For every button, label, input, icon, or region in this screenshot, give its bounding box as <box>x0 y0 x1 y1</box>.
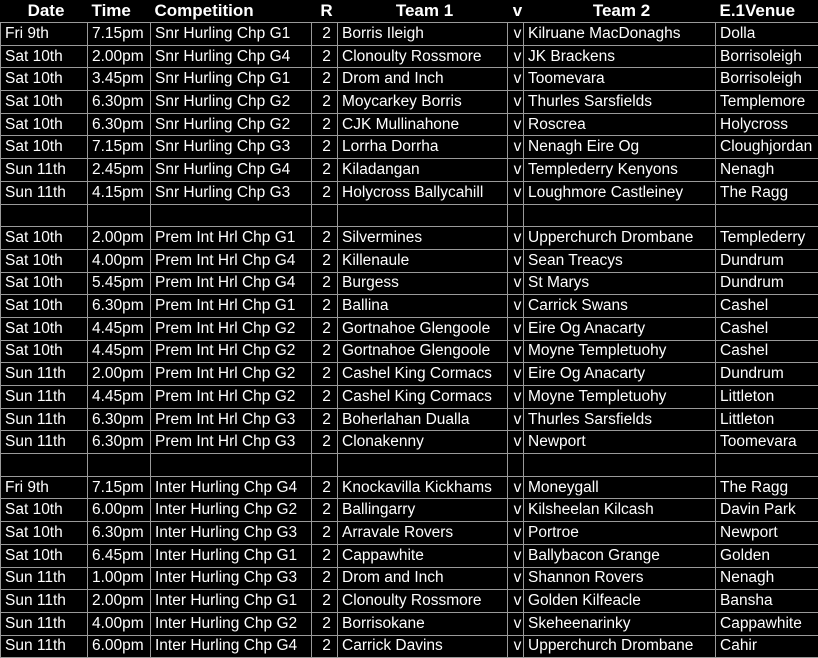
header-venue-label: Venue <box>745 1 795 20</box>
cell-team1: Lorrha Dorrha <box>338 136 508 159</box>
cell-competition: Inter Hurling Chp G3 <box>151 522 312 545</box>
fixture-row <box>1 68 818 91</box>
cell-time: 6.00pm <box>88 499 151 522</box>
cell-team1: Killenaule <box>338 249 508 272</box>
cell-vs: v <box>508 317 524 340</box>
fixture-row <box>1 317 818 340</box>
cell-date: Sun 11th <box>1 567 88 590</box>
cell-date: Sat 10th <box>1 249 88 272</box>
cell-round: 2 <box>312 612 338 635</box>
cell-round: 2 <box>312 68 338 91</box>
cell-date: Sun 11th <box>1 590 88 613</box>
spacer-cell <box>312 204 338 227</box>
cell-team1: Kiladangan <box>338 159 508 182</box>
cell-vs: v <box>508 91 524 114</box>
fixture-row <box>1 363 818 386</box>
fixture-row <box>1 635 818 658</box>
cell-competition: Prem Int Hrl Chp G4 <box>151 272 312 295</box>
cell-team1: Arravale Rovers <box>338 522 508 545</box>
cell-vs: v <box>508 181 524 204</box>
section-spacer-row <box>1 454 818 477</box>
cell-venue: Nenagh <box>716 567 818 590</box>
cell-venue: Nenagh <box>716 159 818 182</box>
cell-team2: Loughmore Castleiney <box>524 181 716 204</box>
cell-competition: Prem Int Hrl Chp G2 <box>151 317 312 340</box>
fixture-row <box>1 340 818 363</box>
cell-time: 1.00pm <box>88 567 151 590</box>
fixture-row <box>1 544 818 567</box>
cell-competition: Prem Int Hrl Chp G4 <box>151 249 312 272</box>
cell-team2: Upperchurch Drombane <box>524 227 716 250</box>
header-extra: E.1 <box>720 1 746 20</box>
cell-venue: Cashel <box>716 317 818 340</box>
cell-vs: v <box>508 227 524 250</box>
cell-venue: Cashel <box>716 340 818 363</box>
cell-time: 6.00pm <box>88 635 151 658</box>
header-time: Time <box>88 0 151 23</box>
cell-team2: Ballybacon Grange <box>524 544 716 567</box>
cell-date: Sun 11th <box>1 635 88 658</box>
cell-venue: Holycross <box>716 113 818 136</box>
cell-team2: Golden Kilfeacle <box>524 590 716 613</box>
cell-vs: v <box>508 68 524 91</box>
spacer-cell <box>508 454 524 477</box>
cell-round: 2 <box>312 340 338 363</box>
spacer-cell <box>716 454 818 477</box>
spacer-cell <box>151 454 312 477</box>
cell-team1: Boherlahan Dualla <box>338 408 508 431</box>
fixture-row <box>1 295 818 318</box>
cell-time: 4.00pm <box>88 249 151 272</box>
cell-date: Sat 10th <box>1 295 88 318</box>
cell-date: Sun 11th <box>1 386 88 409</box>
cell-vs: v <box>508 431 524 454</box>
spacer-cell <box>338 454 508 477</box>
fixtures-body <box>1 23 818 658</box>
cell-vs: v <box>508 567 524 590</box>
fixture-row <box>1 567 818 590</box>
cell-team2: Eire Og Anacarty <box>524 363 716 386</box>
cell-round: 2 <box>312 544 338 567</box>
cell-competition: Prem Int Hrl Chp G2 <box>151 363 312 386</box>
cell-team1: Drom and Inch <box>338 68 508 91</box>
cell-competition: Prem Int Hrl Chp G2 <box>151 386 312 409</box>
cell-venue: Cloughjordan <box>716 136 818 159</box>
fixture-row <box>1 23 818 46</box>
cell-venue: Templemore <box>716 91 818 114</box>
fixture-row <box>1 590 818 613</box>
cell-vs: v <box>508 476 524 499</box>
spacer-cell <box>151 204 312 227</box>
cell-date: Sat 10th <box>1 499 88 522</box>
cell-competition: Snr Hurling Chp G1 <box>151 68 312 91</box>
cell-vs: v <box>508 159 524 182</box>
header-date: Date <box>1 0 88 23</box>
cell-venue: Templederry <box>716 227 818 250</box>
cell-team1: Ballingarry <box>338 499 508 522</box>
header-team1: Team 1 <box>338 0 508 23</box>
cell-competition: Prem Int Hrl Chp G1 <box>151 227 312 250</box>
cell-team1: Clonoulty Rossmore <box>338 45 508 68</box>
cell-competition: Inter Hurling Chp G4 <box>151 476 312 499</box>
fixture-row <box>1 91 818 114</box>
cell-round: 2 <box>312 136 338 159</box>
cell-vs: v <box>508 363 524 386</box>
cell-date: Sat 10th <box>1 272 88 295</box>
cell-time: 6.45pm <box>88 544 151 567</box>
spacer-cell <box>524 454 716 477</box>
cell-competition: Snr Hurling Chp G4 <box>151 159 312 182</box>
cell-venue: The Ragg <box>716 476 818 499</box>
cell-venue: Dundrum <box>716 272 818 295</box>
cell-competition: Inter Hurling Chp G1 <box>151 590 312 613</box>
cell-venue: Toomevara <box>716 431 818 454</box>
cell-team2: St Marys <box>524 272 716 295</box>
cell-team1: Borris Ileigh <box>338 23 508 46</box>
cell-round: 2 <box>312 272 338 295</box>
fixture-row <box>1 386 818 409</box>
cell-venue: Golden <box>716 544 818 567</box>
cell-team2: Shannon Rovers <box>524 567 716 590</box>
cell-venue: Borrisoleigh <box>716 68 818 91</box>
cell-time: 2.00pm <box>88 590 151 613</box>
cell-team2: Newport <box>524 431 716 454</box>
cell-venue: Dundrum <box>716 249 818 272</box>
cell-round: 2 <box>312 249 338 272</box>
spacer-cell <box>1 454 88 477</box>
cell-team2: Moyne Templetuohy <box>524 386 716 409</box>
header-vs: v <box>508 0 524 23</box>
cell-competition: Snr Hurling Chp G2 <box>151 91 312 114</box>
cell-round: 2 <box>312 408 338 431</box>
spacer-cell <box>88 204 151 227</box>
header-row <box>1 0 818 23</box>
cell-time: 2.00pm <box>88 363 151 386</box>
cell-team1: Borrisokane <box>338 612 508 635</box>
cell-competition: Snr Hurling Chp G2 <box>151 113 312 136</box>
cell-round: 2 <box>312 295 338 318</box>
cell-date: Sat 10th <box>1 113 88 136</box>
spacer-cell <box>312 454 338 477</box>
cell-round: 2 <box>312 45 338 68</box>
cell-venue: The Ragg <box>716 181 818 204</box>
cell-team2: Eire Og Anacarty <box>524 317 716 340</box>
cell-team2: Portroe <box>524 522 716 545</box>
cell-time: 7.15pm <box>88 136 151 159</box>
cell-team1: Burgess <box>338 272 508 295</box>
cell-competition: Inter Hurling Chp G4 <box>151 635 312 658</box>
cell-vs: v <box>508 45 524 68</box>
cell-team1: Gortnahoe Glengoole <box>338 317 508 340</box>
spacer-cell <box>524 204 716 227</box>
cell-time: 6.30pm <box>88 408 151 431</box>
cell-vs: v <box>508 408 524 431</box>
fixture-row <box>1 476 818 499</box>
cell-time: 7.15pm <box>88 476 151 499</box>
cell-vs: v <box>508 136 524 159</box>
cell-round: 2 <box>312 431 338 454</box>
cell-time: 2.00pm <box>88 45 151 68</box>
cell-competition: Inter Hurling Chp G2 <box>151 612 312 635</box>
cell-vs: v <box>508 590 524 613</box>
cell-date: Fri 9th <box>1 476 88 499</box>
cell-vs: v <box>508 249 524 272</box>
cell-time: 6.30pm <box>88 91 151 114</box>
fixture-row <box>1 136 818 159</box>
cell-time: 6.30pm <box>88 295 151 318</box>
cell-team2: Carrick Swans <box>524 295 716 318</box>
cell-team2: Moneygall <box>524 476 716 499</box>
cell-competition: Snr Hurling Chp G1 <box>151 23 312 46</box>
spacer-cell <box>508 204 524 227</box>
cell-team2: Toomevara <box>524 68 716 91</box>
cell-competition: Snr Hurling Chp G3 <box>151 181 312 204</box>
cell-team1: Knockavilla Kickhams <box>338 476 508 499</box>
cell-team1: Clonoulty Rossmore <box>338 590 508 613</box>
cell-competition: Prem Int Hrl Chp G3 <box>151 431 312 454</box>
cell-vs: v <box>508 544 524 567</box>
cell-time: 4.15pm <box>88 181 151 204</box>
cell-vs: v <box>508 272 524 295</box>
cell-team1: Carrick Davins <box>338 635 508 658</box>
spacer-cell <box>716 204 818 227</box>
cell-round: 2 <box>312 91 338 114</box>
cell-round: 2 <box>312 23 338 46</box>
cell-team2: Thurles Sarsfields <box>524 408 716 431</box>
cell-competition: Snr Hurling Chp G3 <box>151 136 312 159</box>
spacer-cell <box>338 204 508 227</box>
cell-round: 2 <box>312 476 338 499</box>
cell-date: Sun 11th <box>1 408 88 431</box>
cell-time: 2.45pm <box>88 159 151 182</box>
cell-team1: Cashel King Cormacs <box>338 363 508 386</box>
cell-team2: Skeheenarinky <box>524 612 716 635</box>
fixture-row <box>1 408 818 431</box>
cell-date: Sat 10th <box>1 68 88 91</box>
cell-time: 6.30pm <box>88 431 151 454</box>
cell-date: Sun 11th <box>1 363 88 386</box>
cell-competition: Inter Hurling Chp G2 <box>151 499 312 522</box>
cell-time: 4.45pm <box>88 317 151 340</box>
fixture-row <box>1 159 818 182</box>
cell-round: 2 <box>312 386 338 409</box>
cell-time: 7.15pm <box>88 23 151 46</box>
cell-vs: v <box>508 612 524 635</box>
cell-round: 2 <box>312 522 338 545</box>
cell-team2: Kilruane MacDonaghs <box>524 23 716 46</box>
cell-date: Sat 10th <box>1 45 88 68</box>
cell-vs: v <box>508 23 524 46</box>
cell-competition: Snr Hurling Chp G4 <box>151 45 312 68</box>
cell-date: Sun 11th <box>1 431 88 454</box>
cell-date: Sat 10th <box>1 227 88 250</box>
section-spacer-row <box>1 204 818 227</box>
cell-vs: v <box>508 295 524 318</box>
cell-round: 2 <box>312 567 338 590</box>
cell-date: Sat 10th <box>1 544 88 567</box>
fixture-row <box>1 227 818 250</box>
cell-team2: Roscrea <box>524 113 716 136</box>
cell-date: Fri 9th <box>1 23 88 46</box>
cell-team2: Thurles Sarsfields <box>524 91 716 114</box>
cell-vs: v <box>508 522 524 545</box>
cell-time: 5.45pm <box>88 272 151 295</box>
cell-team2: Nenagh Eire Og <box>524 136 716 159</box>
header-team2: Team 2 <box>524 0 716 23</box>
cell-team1: Drom and Inch <box>338 567 508 590</box>
cell-team2: Sean Treacys <box>524 249 716 272</box>
cell-team1: Cashel King Cormacs <box>338 386 508 409</box>
cell-team1: Silvermines <box>338 227 508 250</box>
cell-team1: Clonakenny <box>338 431 508 454</box>
cell-competition: Inter Hurling Chp G3 <box>151 567 312 590</box>
cell-competition: Prem Int Hrl Chp G1 <box>151 295 312 318</box>
fixture-row <box>1 499 818 522</box>
cell-date: Sat 10th <box>1 522 88 545</box>
fixture-row <box>1 522 818 545</box>
fixture-row <box>1 249 818 272</box>
cell-date: Sat 10th <box>1 317 88 340</box>
cell-venue: Littleton <box>716 408 818 431</box>
cell-venue: Davin Park <box>716 499 818 522</box>
spacer-cell <box>88 454 151 477</box>
cell-venue: Cahir <box>716 635 818 658</box>
fixture-row <box>1 181 818 204</box>
cell-round: 2 <box>312 635 338 658</box>
cell-venue: Borrisoleigh <box>716 45 818 68</box>
cell-venue: Dolla <box>716 23 818 46</box>
cell-team1: Gortnahoe Glengoole <box>338 340 508 363</box>
cell-round: 2 <box>312 363 338 386</box>
cell-team1: CJK Mullinahone <box>338 113 508 136</box>
cell-vs: v <box>508 386 524 409</box>
cell-team2: Upperchurch Drombane <box>524 635 716 658</box>
cell-time: 4.45pm <box>88 340 151 363</box>
cell-competition: Inter Hurling Chp G1 <box>151 544 312 567</box>
cell-vs: v <box>508 340 524 363</box>
cell-date: Sat 10th <box>1 340 88 363</box>
cell-vs: v <box>508 113 524 136</box>
cell-team2: Templederry Kenyons <box>524 159 716 182</box>
cell-team1: Cappawhite <box>338 544 508 567</box>
cell-venue: Cappawhite <box>716 612 818 635</box>
cell-competition: Prem Int Hrl Chp G3 <box>151 408 312 431</box>
fixture-row <box>1 612 818 635</box>
cell-round: 2 <box>312 113 338 136</box>
cell-team1: Holycross Ballycahill <box>338 181 508 204</box>
cell-vs: v <box>508 635 524 658</box>
cell-competition: Prem Int Hrl Chp G2 <box>151 340 312 363</box>
header-venue <box>716 0 818 23</box>
cell-round: 2 <box>312 590 338 613</box>
cell-round: 2 <box>312 499 338 522</box>
cell-vs: v <box>508 499 524 522</box>
cell-time: 4.45pm <box>88 386 151 409</box>
cell-time: 3.45pm <box>88 68 151 91</box>
cell-time: 4.00pm <box>88 612 151 635</box>
cell-venue: Bansha <box>716 590 818 613</box>
cell-team2: Moyne Templetuohy <box>524 340 716 363</box>
cell-time: 6.30pm <box>88 522 151 545</box>
fixture-row <box>1 113 818 136</box>
cell-round: 2 <box>312 159 338 182</box>
fixture-row <box>1 45 818 68</box>
header-competition: Competition <box>151 0 312 23</box>
cell-round: 2 <box>312 181 338 204</box>
fixture-row <box>1 431 818 454</box>
cell-venue: Cashel <box>716 295 818 318</box>
cell-time: 2.00pm <box>88 227 151 250</box>
cell-date: Sun 11th <box>1 181 88 204</box>
cell-date: Sun 11th <box>1 612 88 635</box>
cell-venue: Dundrum <box>716 363 818 386</box>
header-round: R <box>312 0 338 23</box>
cell-date: Sat 10th <box>1 136 88 159</box>
cell-team2: JK Brackens <box>524 45 716 68</box>
spacer-cell <box>1 204 88 227</box>
fixture-row <box>1 272 818 295</box>
cell-venue: Newport <box>716 522 818 545</box>
cell-date: Sun 11th <box>1 159 88 182</box>
cell-team1: Ballina <box>338 295 508 318</box>
cell-venue: Littleton <box>716 386 818 409</box>
cell-round: 2 <box>312 317 338 340</box>
cell-time: 6.30pm <box>88 113 151 136</box>
cell-round: 2 <box>312 227 338 250</box>
cell-team2: Kilsheelan Kilcash <box>524 499 716 522</box>
cell-team1: Moycarkey Borris <box>338 91 508 114</box>
cell-date: Sat 10th <box>1 91 88 114</box>
